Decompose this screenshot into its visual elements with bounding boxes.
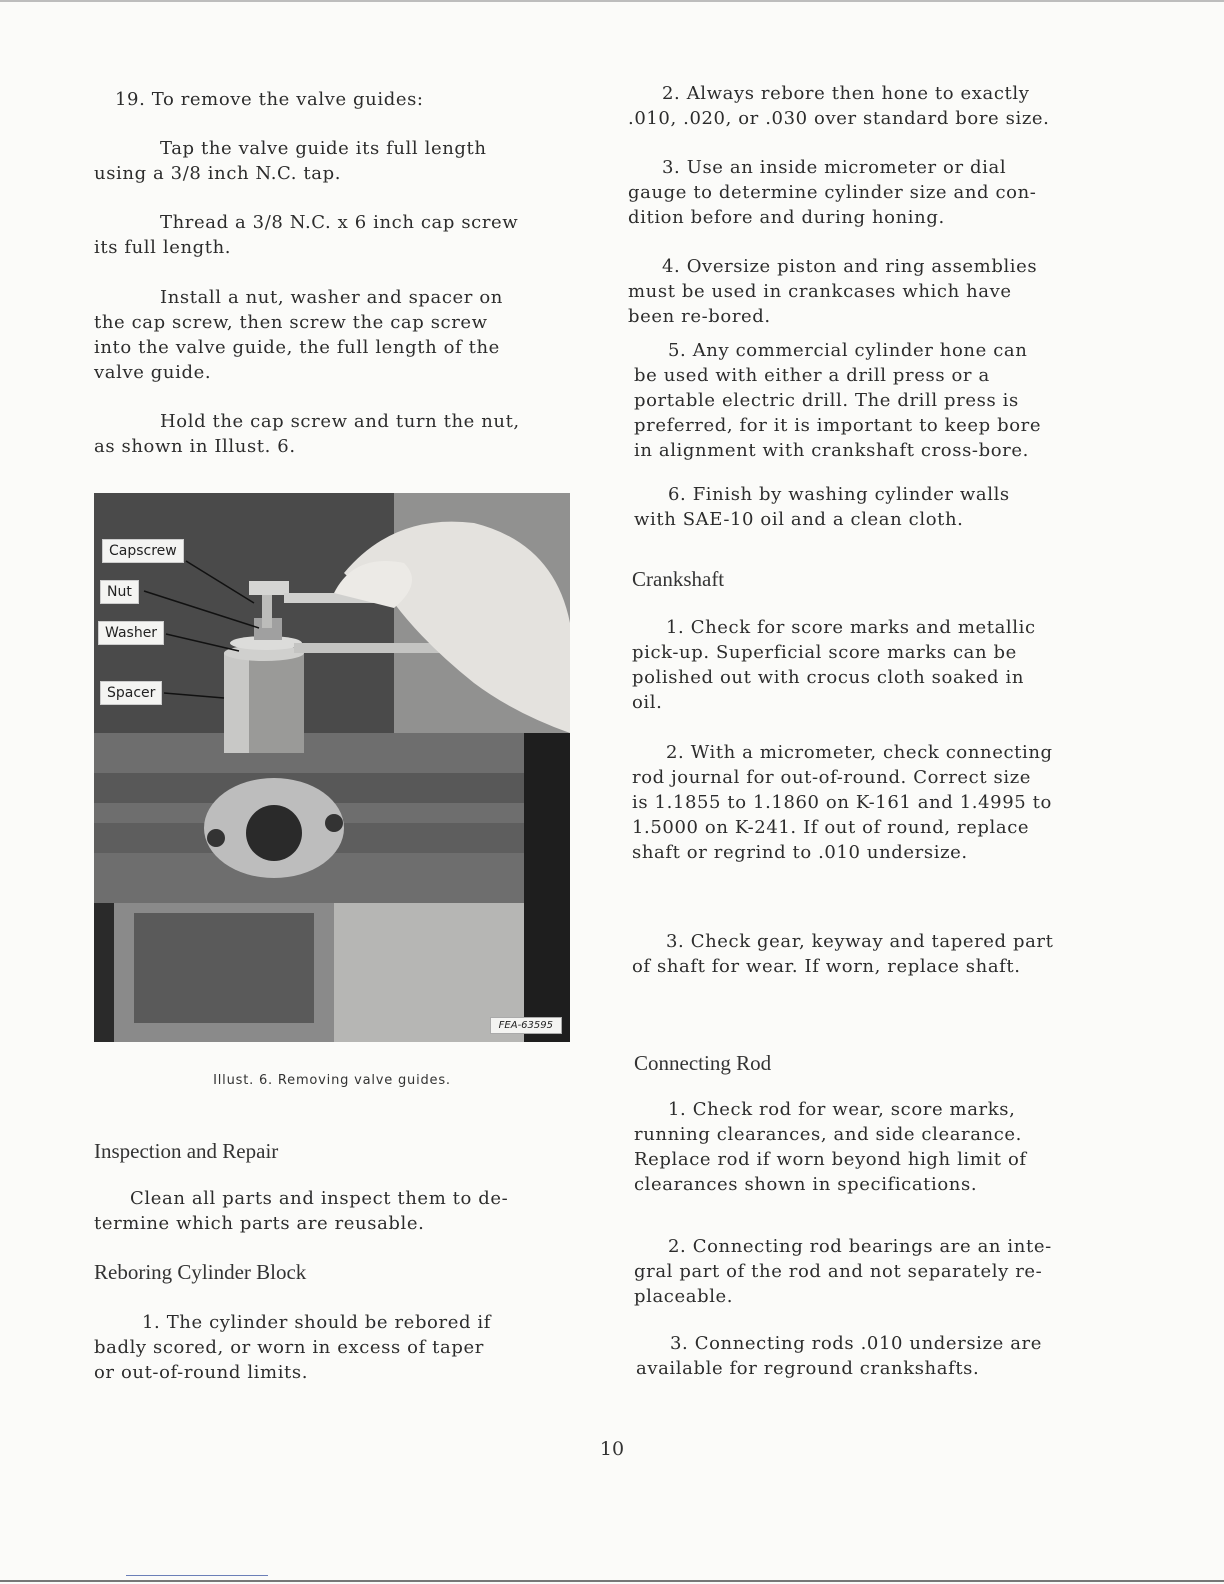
crankshaft-step-1: 1. Check for score marks and metallic pick-up. Superficial score marks can be polished out with crocus cloth soaked in oil. <box>632 617 1036 713</box>
crankshaft-heading: Crankshaft <box>632 567 725 591</box>
reboring-heading: Reboring Cylinder Block <box>94 1260 307 1284</box>
thread-paragraph: Thread a 3/8 N.C. x 6 inch cap screw its full length. <box>94 212 519 258</box>
top-rule <box>0 0 1224 2</box>
label-spacer: Spacer <box>100 681 162 705</box>
page-number: 10 <box>599 1438 625 1460</box>
crankshaft-step-3: 3. Check gear, keyway and tapered part of shaft for wear. If worn, replace shaft. <box>632 931 1054 977</box>
connecting-rod-step-3: 3. Connecting rods .010 undersize are available for reground crankshafts. <box>636 1333 1042 1379</box>
rebore-step-5: 5. Any commercial cylinder hone can be used with either a drill press or a portable electric drill. The drill press is preferred, for it is important to keep bore in alignment with crankshaft cross-bore. <box>634 340 1042 461</box>
photo-drawing <box>94 493 570 1042</box>
label-capscrew: Capscrew <box>102 539 184 563</box>
figure-caption: Illust. 6. Removing valve guides. <box>213 1073 451 1088</box>
inspection-heading: Inspection and Repair <box>94 1139 279 1163</box>
bottom-tab-mark <box>126 1575 268 1576</box>
rebore-step-4: 4. Oversize piston and ring assemblies must be used in crankcases which have been re-bored. <box>628 256 1038 327</box>
install-paragraph: Install a nut, washer and spacer on the cap screw, then screw the cap screw into the valve guide, the full length of the valve guide. <box>94 287 503 383</box>
inspection-text: Clean all parts and inspect them to de- termine which parts are reusable. <box>94 1188 509 1234</box>
hold-paragraph: Hold the cap screw and turn the nut, as shown in Illust. 6. <box>94 411 520 457</box>
figure-id: FEA-63595 <box>490 1017 562 1034</box>
rebore-step-6: 6. Finish by washing cylinder walls with SAE-10 oil and a clean cloth. <box>634 484 1010 530</box>
step-19: 19. To remove the valve guides: <box>115 89 424 110</box>
valve-guide-photo <box>94 493 570 1042</box>
connecting-rod-step-1: 1. Check rod for wear, score marks, running clearances, and side clearance. Replace rod if worn beyond high limit of clearances shown in specifications. <box>634 1099 1027 1195</box>
label-nut: Nut <box>100 580 139 604</box>
bottom-rule <box>0 1580 1224 1582</box>
crankshaft-step-2: 2. With a micrometer, check connecting rod journal for out-of-round. Correct size is 1.1855 to 1.1860 on K-161 and 1.4995 to 1.5000 on K-241. If out of round, replace shaft or regrind to .010 undersize. <box>632 742 1053 863</box>
label-washer: Washer <box>98 621 164 645</box>
reboring-step-1: 1. The cylinder should be rebored if badly scored, or worn in excess of taper or out-of-round limits. <box>94 1312 492 1383</box>
connecting-rod-heading: Connecting Rod <box>634 1051 772 1075</box>
rebore-step-2: 2. Always rebore then hone to exactly .010, .020, or .030 over standard bore size. <box>628 83 1050 129</box>
rebore-step-3: 3. Use an inside micrometer or dial gauge to determine cylinder size and con- dition before and during honing. <box>628 157 1037 228</box>
connecting-rod-step-2: 2. Connecting rod bearings are an inte- gral part of the rod and not separately re- placeable. <box>634 1236 1052 1307</box>
tap-paragraph: Tap the valve guide its full length using a 3/8 inch N.C. tap. <box>94 138 487 184</box>
